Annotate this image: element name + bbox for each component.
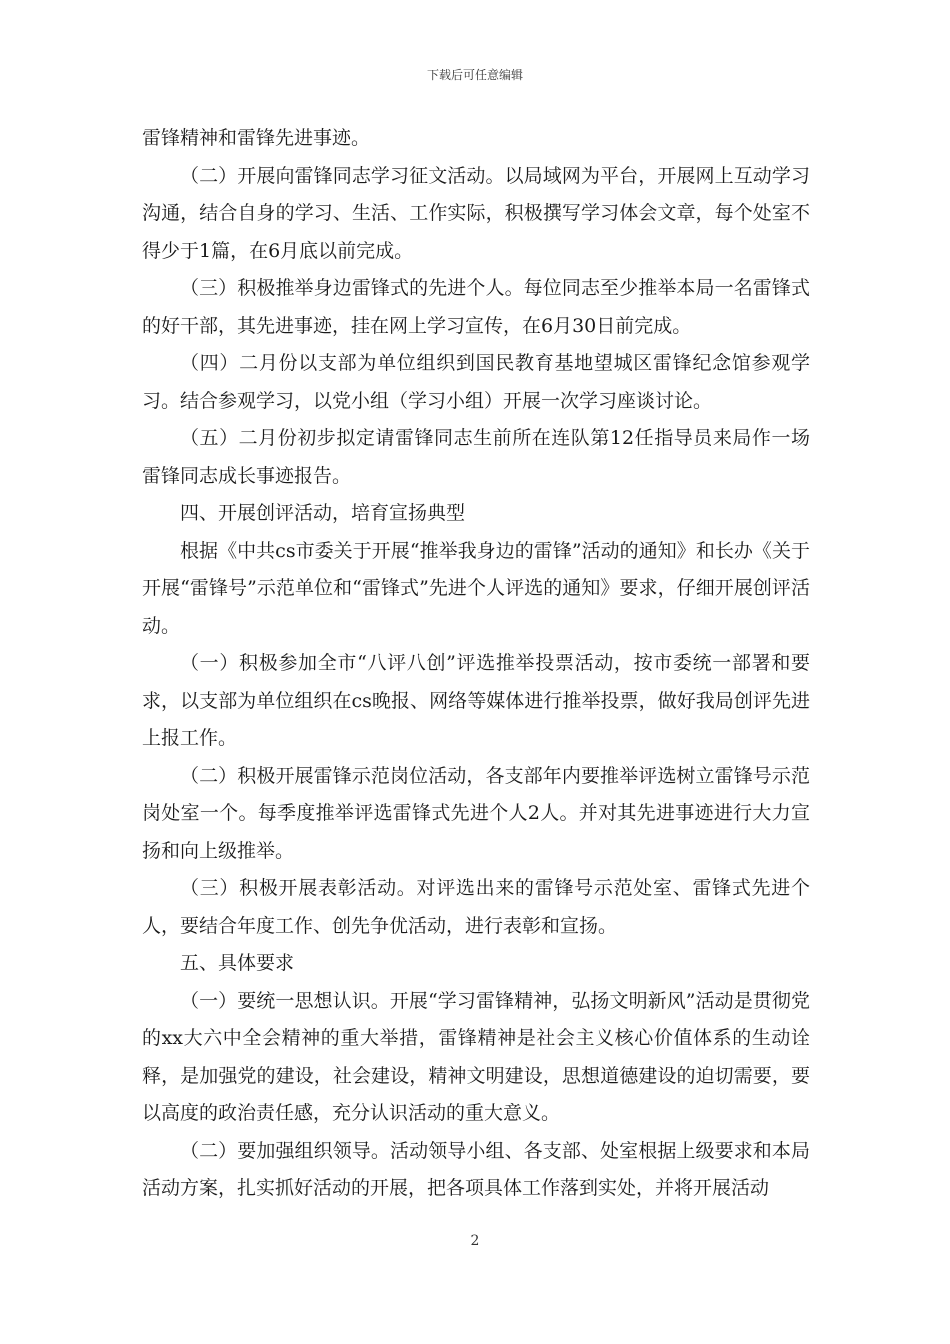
paragraph: （三）积极推举身边雷锋式的先进个人。每位同志至少推举本局一名雷锋式的好干部，其先进事迹，挂在网上学习宣传，在6月30日前完成。	[142, 277, 810, 337]
paragraph: （二）要加强组织领导。活动领导小组、各支部、处室根据上级要求和本局活动方案，扎实抓好活动的开展，把各项具体工作落到实处，并将开展活动	[142, 1139, 810, 1199]
paragraph: （二）积极开展雷锋示范岗位活动，各支部年内要推举评选树立雷锋号示范岗处室一个。每季度推举评选雷锋式先进个人2人。并对其先进事迹进行大力宣扬和向上级推举。	[142, 764, 810, 862]
document-body	[142, 120, 810, 1208]
paragraph: 雷锋精神和雷锋先进事迹。	[142, 127, 371, 149]
paragraph: （一）要统一思想认识。开展“学习雷锋精神，弘扬文明新风”活动是贯彻党的xx大六中全会精神的重大举措，雷锋精神是社会主义核心价值体系的生动诠释，是加强党的建设，社会建设，精神文明建设，思想道德建设的迫切需要，要以高度的政治责任感，充分认识活动的重大意义。	[142, 989, 810, 1124]
paragraph: （一）积极参加全市“八评八创”评选推举投票活动，按市委统一部署和要求，以支部为单位组织在cs晚报、网络等媒体进行推举投票，做好我局创评先进上报工作。	[142, 652, 810, 749]
paragraph: （四）二月份以支部为单位组织到国民教育基地望城区雷锋纪念馆参观学习。结合参观学习，以党小组（学习小组）开展一次学习座谈讨论。	[142, 352, 810, 412]
section-heading: 四、开展创评活动，培育宣扬典型	[180, 502, 466, 524]
paragraph: （三）积极开展表彰活动。对评选出来的雷锋号示范处室、雷锋式先进个人，要结合年度工作、创先争优活动，进行表彰和宣扬。	[142, 877, 810, 937]
page-number: 2	[470, 1233, 480, 1249]
paragraph: （二）开展向雷锋同志学习征文活动。以局域网为平台，开展网上互动学习沟通，结合自身的学习、生活、工作实际，积极撰写学习体会文章，每个处室不得少于1篇，在6月底以前完成。	[142, 164, 810, 262]
paragraph: （五）二月份初步拟定请雷锋同志生前所在连队第12任指导员来局作一场雷锋同志成长事迹报告。	[142, 427, 810, 487]
page-header: 下载后可任意编辑	[426, 68, 523, 82]
section-heading: 五、具体要求	[180, 952, 295, 974]
paragraph: 根据《中共cs市委关于开展“推举我身边的雷锋”活动的通知》和长办《关于开展“雷锋号”示范单位和“雷锋式”先进个人评选的通知》要求，仔细开展创评活动。	[142, 539, 810, 637]
